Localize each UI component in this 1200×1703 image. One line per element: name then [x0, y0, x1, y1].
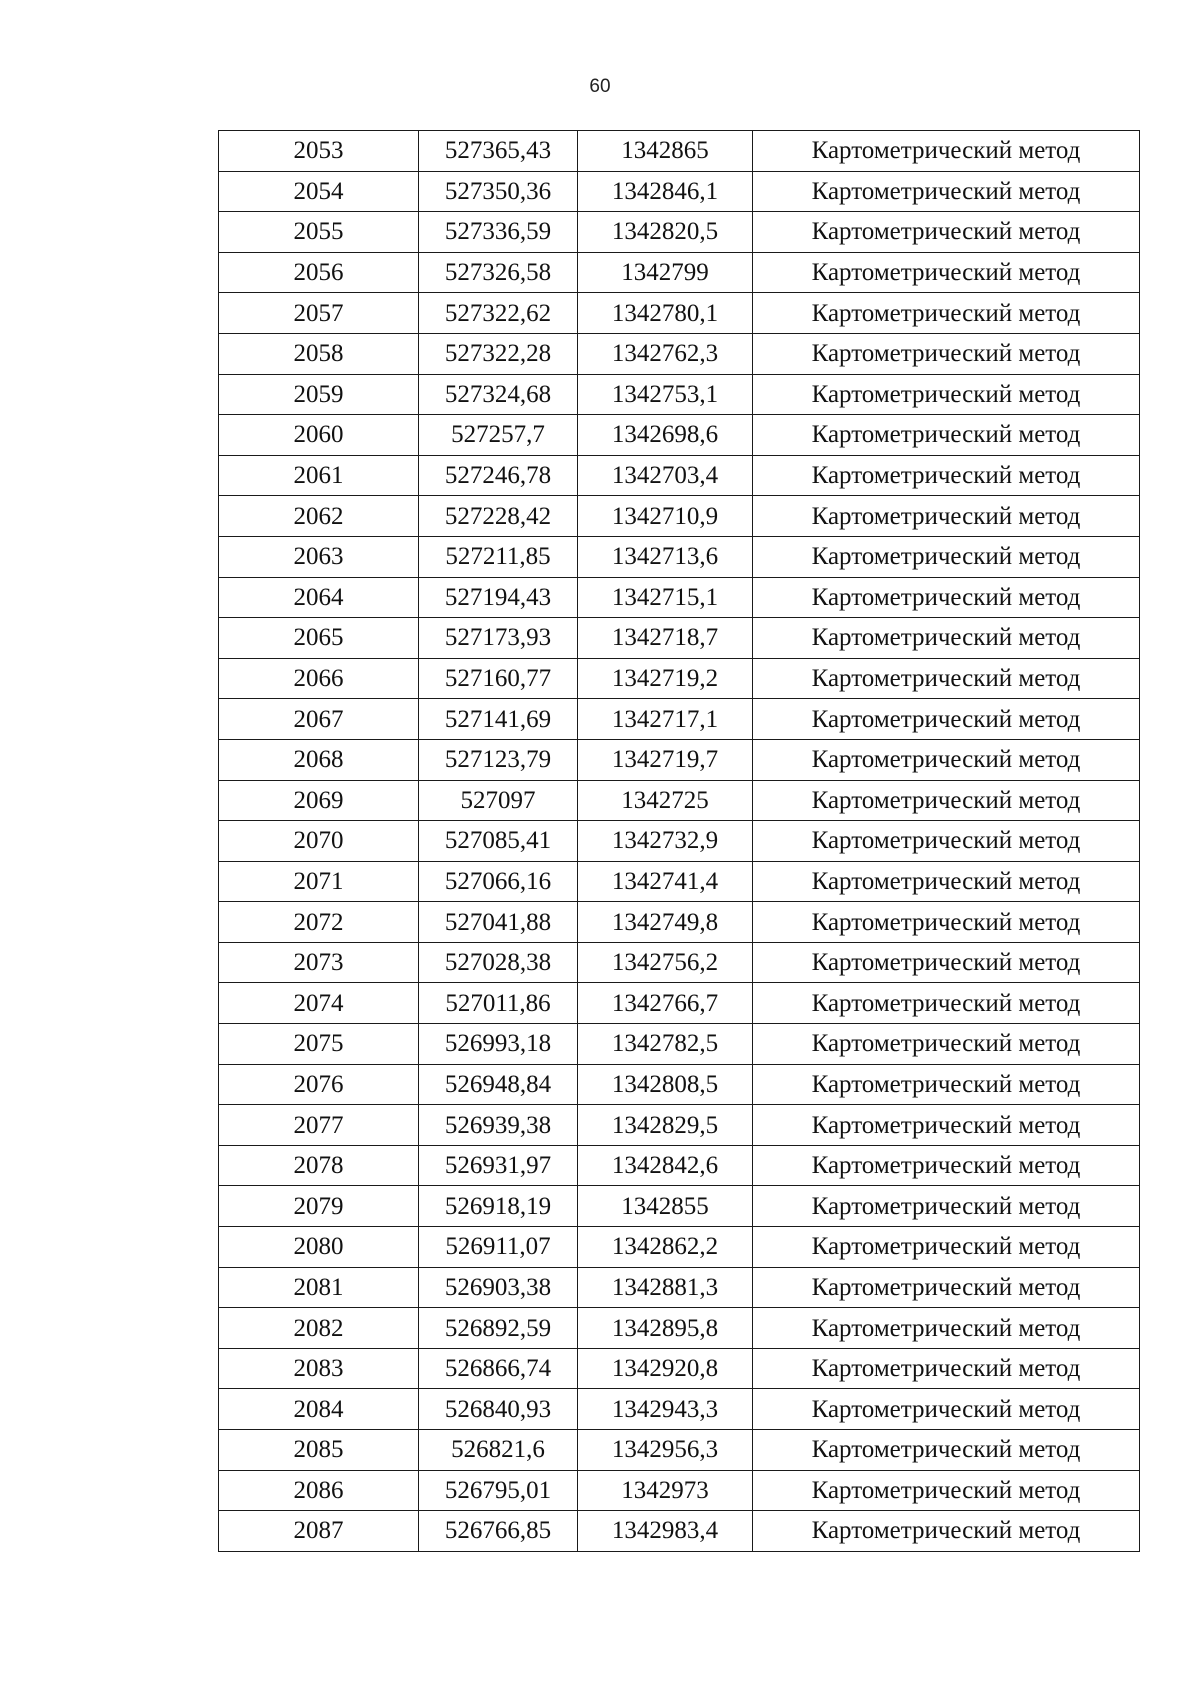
point-number-cell: 2078: [219, 1145, 419, 1186]
y-coordinate-cell: 1342842,6: [578, 1145, 753, 1186]
x-coordinate-cell: 527322,28: [419, 333, 578, 374]
method-cell: Картометрический метод: [753, 1511, 1140, 1552]
x-coordinate-cell: 527097: [419, 780, 578, 821]
point-number-cell: 2081: [219, 1267, 419, 1308]
x-coordinate-cell: 526918,19: [419, 1186, 578, 1227]
method-cell: Картометрический метод: [753, 496, 1140, 537]
x-coordinate-cell: 526948,84: [419, 1064, 578, 1105]
table-row: [219, 1348, 1140, 1389]
x-coordinate-cell: 527322,62: [419, 293, 578, 334]
method-cell: Картометрический метод: [753, 293, 1140, 334]
x-coordinate-cell: 526903,38: [419, 1267, 578, 1308]
table-row: [219, 861, 1140, 902]
y-coordinate-cell: 1342799: [578, 252, 753, 293]
point-number-cell: 2073: [219, 942, 419, 983]
y-coordinate-cell: 1342717,1: [578, 699, 753, 740]
page-number: 60: [589, 76, 611, 97]
method-cell: Картометрический метод: [753, 1267, 1140, 1308]
table-row: [219, 536, 1140, 577]
method-cell: Картометрический метод: [753, 902, 1140, 943]
x-coordinate-cell: 526766,85: [419, 1511, 578, 1552]
point-number-cell: 2076: [219, 1064, 419, 1105]
table-row: [219, 415, 1140, 456]
y-coordinate-cell: 1342713,6: [578, 536, 753, 577]
y-coordinate-cell: 1342749,8: [578, 902, 753, 943]
y-coordinate-cell: 1342808,5: [578, 1064, 753, 1105]
x-coordinate-cell: 527336,59: [419, 212, 578, 253]
y-coordinate-cell: 1342732,9: [578, 821, 753, 862]
table-row: [219, 821, 1140, 862]
method-cell: Картометрический метод: [753, 333, 1140, 374]
method-cell: Картометрический метод: [753, 618, 1140, 659]
table-row: [219, 1470, 1140, 1511]
x-coordinate-cell: 527028,38: [419, 942, 578, 983]
method-cell: Картометрический метод: [753, 861, 1140, 902]
point-number-cell: 2068: [219, 739, 419, 780]
x-coordinate-cell: 527160,77: [419, 658, 578, 699]
table-row: [219, 1511, 1140, 1552]
point-number-cell: 2058: [219, 333, 419, 374]
x-coordinate-cell: 527066,16: [419, 861, 578, 902]
method-cell: Картометрический метод: [753, 536, 1140, 577]
method-cell: Картометрический метод: [753, 1024, 1140, 1065]
table-row: [219, 171, 1140, 212]
x-coordinate-cell: 527365,43: [419, 131, 578, 172]
x-coordinate-cell: 526840,93: [419, 1389, 578, 1430]
y-coordinate-cell: 1342756,2: [578, 942, 753, 983]
x-coordinate-cell: 526931,97: [419, 1145, 578, 1186]
point-number-cell: 2061: [219, 455, 419, 496]
point-number-cell: 2054: [219, 171, 419, 212]
x-coordinate-cell: 526892,59: [419, 1308, 578, 1349]
table-row: [219, 1186, 1140, 1227]
point-number-cell: 2059: [219, 374, 419, 415]
y-coordinate-cell: 1342895,8: [578, 1308, 753, 1349]
x-coordinate-cell: 526993,18: [419, 1024, 578, 1065]
x-coordinate-cell: 527228,42: [419, 496, 578, 537]
table-row: [219, 1267, 1140, 1308]
point-number-cell: 2056: [219, 252, 419, 293]
method-cell: Картометрический метод: [753, 1348, 1140, 1389]
y-coordinate-cell: 1342718,7: [578, 618, 753, 659]
method-cell: Картометрический метод: [753, 577, 1140, 618]
table-row: [219, 252, 1140, 293]
y-coordinate-cell: 1342741,4: [578, 861, 753, 902]
point-number-cell: 2083: [219, 1348, 419, 1389]
table-row: [219, 1227, 1140, 1268]
x-coordinate-cell: 527085,41: [419, 821, 578, 862]
table-row: [219, 1145, 1140, 1186]
coordinates-table: [218, 130, 1140, 1552]
point-number-cell: 2079: [219, 1186, 419, 1227]
table-row: [219, 618, 1140, 659]
method-cell: Картометрический метод: [753, 1105, 1140, 1146]
method-cell: Картометрический метод: [753, 1430, 1140, 1471]
y-coordinate-cell: 1342780,1: [578, 293, 753, 334]
method-cell: Картометрический метод: [753, 1145, 1140, 1186]
point-number-cell: 2080: [219, 1227, 419, 1268]
y-coordinate-cell: 1342762,3: [578, 333, 753, 374]
point-number-cell: 2062: [219, 496, 419, 537]
table-row: [219, 1105, 1140, 1146]
y-coordinate-cell: 1342715,1: [578, 577, 753, 618]
table-row: [219, 942, 1140, 983]
table-row: [219, 1430, 1140, 1471]
point-number-cell: 2071: [219, 861, 419, 902]
point-number-cell: 2069: [219, 780, 419, 821]
point-number-cell: 2053: [219, 131, 419, 172]
x-coordinate-cell: 527173,93: [419, 618, 578, 659]
method-cell: Картометрический метод: [753, 821, 1140, 862]
method-cell: Картометрический метод: [753, 415, 1140, 456]
x-coordinate-cell: 527326,58: [419, 252, 578, 293]
method-cell: Картометрический метод: [753, 131, 1140, 172]
x-coordinate-cell: 527194,43: [419, 577, 578, 618]
table-row: [219, 1308, 1140, 1349]
point-number-cell: 2086: [219, 1470, 419, 1511]
y-coordinate-cell: 1342782,5: [578, 1024, 753, 1065]
point-number-cell: 2057: [219, 293, 419, 334]
method-cell: Картометрический метод: [753, 942, 1140, 983]
table-row: [219, 739, 1140, 780]
table-row: [219, 983, 1140, 1024]
point-number-cell: 2066: [219, 658, 419, 699]
y-coordinate-cell: 1342973: [578, 1470, 753, 1511]
y-coordinate-cell: 1342703,4: [578, 455, 753, 496]
y-coordinate-cell: 1342710,9: [578, 496, 753, 537]
table-row: [219, 577, 1140, 618]
table-row: [219, 333, 1140, 374]
method-cell: Картометрический метод: [753, 1308, 1140, 1349]
x-coordinate-cell: 526821,6: [419, 1430, 578, 1471]
y-coordinate-cell: 1342846,1: [578, 171, 753, 212]
y-coordinate-cell: 1342753,1: [578, 374, 753, 415]
method-cell: Картометрический метод: [753, 658, 1140, 699]
y-coordinate-cell: 1342766,7: [578, 983, 753, 1024]
table-row: [219, 1389, 1140, 1430]
table-row: [219, 293, 1140, 334]
method-cell: Картометрический метод: [753, 1064, 1140, 1105]
x-coordinate-cell: 527211,85: [419, 536, 578, 577]
point-number-cell: 2063: [219, 536, 419, 577]
y-coordinate-cell: 1342725: [578, 780, 753, 821]
x-coordinate-cell: 526939,38: [419, 1105, 578, 1146]
method-cell: Картометрический метод: [753, 1227, 1140, 1268]
method-cell: Картометрический метод: [753, 1389, 1140, 1430]
method-cell: Картометрический метод: [753, 252, 1140, 293]
y-coordinate-cell: 1342820,5: [578, 212, 753, 253]
point-number-cell: 2064: [219, 577, 419, 618]
table-row: [219, 699, 1140, 740]
method-cell: Картометрический метод: [753, 983, 1140, 1024]
x-coordinate-cell: 526911,07: [419, 1227, 578, 1268]
method-cell: Картометрический метод: [753, 212, 1140, 253]
y-coordinate-cell: 1342881,3: [578, 1267, 753, 1308]
table-row: [219, 374, 1140, 415]
table-row: [219, 1064, 1140, 1105]
x-coordinate-cell: 527257,7: [419, 415, 578, 456]
table-row: [219, 455, 1140, 496]
table-row: [219, 1024, 1140, 1065]
table-row: [219, 780, 1140, 821]
y-coordinate-cell: 1342865: [578, 131, 753, 172]
point-number-cell: 2055: [219, 212, 419, 253]
table-row: [219, 658, 1140, 699]
y-coordinate-cell: 1342862,2: [578, 1227, 753, 1268]
point-number-cell: 2087: [219, 1511, 419, 1552]
x-coordinate-cell: 527350,36: [419, 171, 578, 212]
y-coordinate-cell: 1342829,5: [578, 1105, 753, 1146]
point-number-cell: 2074: [219, 983, 419, 1024]
point-number-cell: 2085: [219, 1430, 419, 1471]
point-number-cell: 2077: [219, 1105, 419, 1146]
x-coordinate-cell: 527141,69: [419, 699, 578, 740]
point-number-cell: 2082: [219, 1308, 419, 1349]
y-coordinate-cell: 1342920,8: [578, 1348, 753, 1389]
y-coordinate-cell: 1342855: [578, 1186, 753, 1227]
method-cell: Картометрический метод: [753, 780, 1140, 821]
table-row: [219, 212, 1140, 253]
table-row: [219, 131, 1140, 172]
point-number-cell: 2084: [219, 1389, 419, 1430]
x-coordinate-cell: 527011,86: [419, 983, 578, 1024]
y-coordinate-cell: 1342956,3: [578, 1430, 753, 1471]
x-coordinate-cell: 526866,74: [419, 1348, 578, 1389]
x-coordinate-cell: 527324,68: [419, 374, 578, 415]
point-number-cell: 2060: [219, 415, 419, 456]
table-row: [219, 496, 1140, 537]
y-coordinate-cell: 1342719,7: [578, 739, 753, 780]
x-coordinate-cell: 526795,01: [419, 1470, 578, 1511]
y-coordinate-cell: 1342983,4: [578, 1511, 753, 1552]
x-coordinate-cell: 527123,79: [419, 739, 578, 780]
point-number-cell: 2075: [219, 1024, 419, 1065]
table-row: [219, 902, 1140, 943]
x-coordinate-cell: 527246,78: [419, 455, 578, 496]
y-coordinate-cell: 1342719,2: [578, 658, 753, 699]
method-cell: Картометрический метод: [753, 455, 1140, 496]
point-number-cell: 2067: [219, 699, 419, 740]
method-cell: Картометрический метод: [753, 171, 1140, 212]
coordinates-table-body: [219, 131, 1140, 1552]
y-coordinate-cell: 1342943,3: [578, 1389, 753, 1430]
method-cell: Картометрический метод: [753, 1470, 1140, 1511]
point-number-cell: 2065: [219, 618, 419, 659]
point-number-cell: 2072: [219, 902, 419, 943]
method-cell: Картометрический метод: [753, 699, 1140, 740]
x-coordinate-cell: 527041,88: [419, 902, 578, 943]
point-number-cell: 2070: [219, 821, 419, 862]
method-cell: Картометрический метод: [753, 374, 1140, 415]
method-cell: Картометрический метод: [753, 739, 1140, 780]
y-coordinate-cell: 1342698,6: [578, 415, 753, 456]
method-cell: Картометрический метод: [753, 1186, 1140, 1227]
